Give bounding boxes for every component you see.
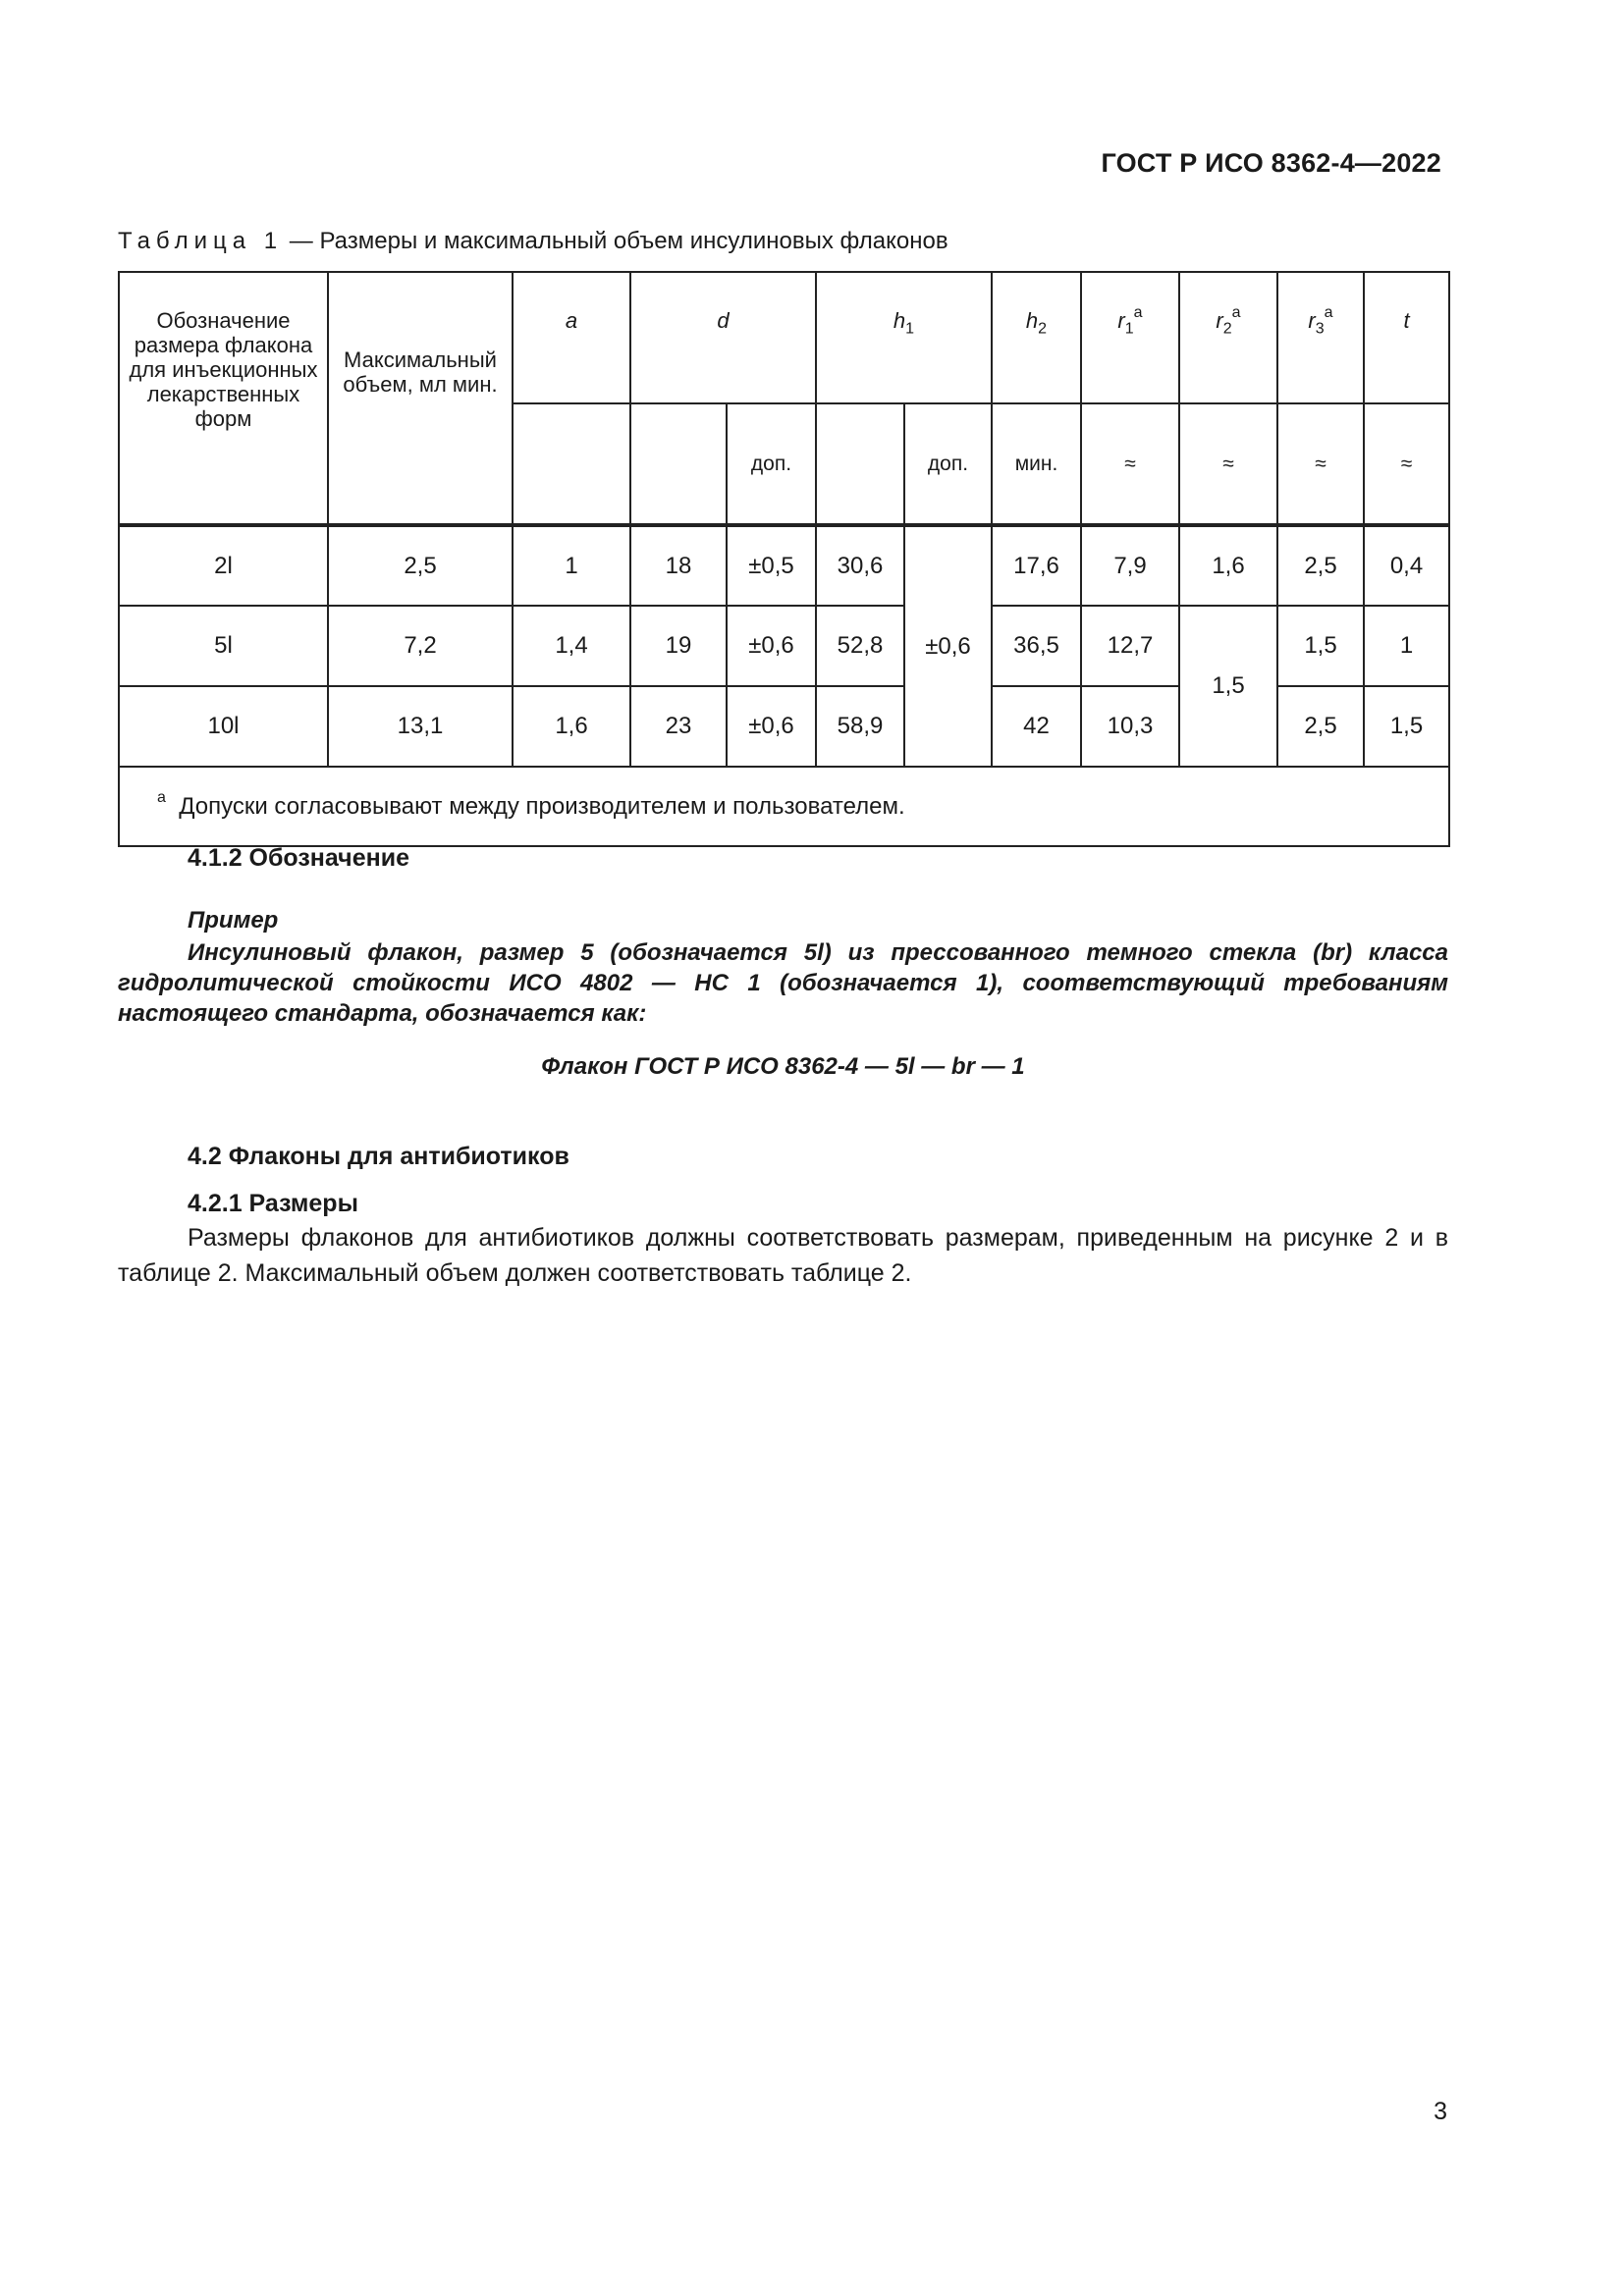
cell-d-tol: ±0,5 [727,525,816,606]
cell-r3: 1,5 [1277,606,1364,686]
table-header-row-symbols [119,272,1449,403]
qual-r2-approx: ≈ [1179,403,1277,525]
header-r1: $r_1^a$ [1081,272,1179,403]
header-t: t [1364,272,1449,403]
cell-h1-tol-merged: ±0,6 [904,525,992,767]
table-caption-dash: — [289,228,313,254]
cell-volume: 2,5 [328,525,513,606]
qual-d-empty [630,403,727,525]
table-caption-title: Размеры и максимальный объем инсулиновых флаконов [319,228,948,254]
table-caption [118,228,948,255]
footnote-text: Допуски согласовывают между производителем и пользователем. [179,792,905,820]
qual-r3-approx: ≈ [1277,403,1364,525]
header-h2: $h_2$ [992,272,1081,403]
cell-h1: 30,6 [816,525,904,606]
designation-example: Флакон ГОСТ Р ИСО 8362-4 — 5l — br — 1 [541,1053,1025,1080]
cell-a: 1,6 [513,686,630,767]
cell-designation: 2l [119,525,328,606]
cell-h1: 58,9 [816,686,904,767]
cell-r1: 10,3 [1081,686,1179,767]
cell-t: 0,4 [1364,525,1449,606]
cell-r1: 12,7 [1081,606,1179,686]
header-a: a [513,272,630,403]
cell-d: 23 [630,686,727,767]
cell-a: 1 [513,525,630,606]
cell-r2-merged: 1,5 [1179,606,1277,767]
qual-h1-empty [816,403,904,525]
cell-r1: 7,9 [1081,525,1179,606]
cell-designation: 10l [119,686,328,767]
cell-d: 19 [630,606,727,686]
cell-a: 1,4 [513,606,630,686]
cell-r2: 1,6 [1179,525,1277,606]
qual-d-tol: доп. [727,403,816,525]
cell-d-tol: ±0,6 [727,686,816,767]
paragraph-4-2-1: Размеры флаконов для антибиотиков должны соответствовать размерам, приведенным на рисунке 2 и в таблице 2. Максимальный объем должен соответствовать таблице 2. [118,1224,1448,1287]
table-row [119,525,1449,606]
header-designation: Обозначение размера флакона для инъекционных лекарственных форм [119,272,328,525]
qual-a-empty [513,403,630,525]
header-r3: $r_3^a$ [1277,272,1364,403]
header-h1: $h_1$ [816,272,992,403]
example-text: Инсулиновый флакон, размер 5 (обозначается 5l) из прессованного темного стекла (br) класса гидролитической стойкости ИСО 4802 — HC 1 (обозначается 1), соответствующий требованиям настоящего стандарта, обозначается как: [118,939,1448,1027]
heading-4-2: 4.2 Флаконы для антибиотиков [188,1143,569,1170]
table-caption-label: Таблица 1 [118,228,284,254]
document-code: ГОСТ Р ИСО 8362-4—2022 [1101,148,1441,178]
header-max-volume: Максимальный объем, мл мин. [328,272,513,525]
qual-r1-approx: ≈ [1081,403,1179,525]
cell-t: 1,5 [1364,686,1449,767]
table-row [119,606,1449,686]
example-label: Пример [188,907,279,934]
cell-designation: 5l [119,606,328,686]
footnote-mark: a [157,788,166,806]
qual-t-approx: ≈ [1364,403,1449,525]
header-r2: $r_2^a$ [1179,272,1277,403]
heading-4-1-2: 4.1.2 Обозначение [188,844,409,872]
qual-h2-min: мин. [992,403,1081,525]
cell-volume: 7,2 [328,606,513,686]
cell-h2: 17,6 [992,525,1081,606]
cell-t: 1 [1364,606,1449,686]
table-footnote-row [119,767,1449,846]
cell-d: 18 [630,525,727,606]
table-footnote [119,767,1449,846]
cell-r3: 2,5 [1277,686,1364,767]
vial-dimensions-table [118,271,1450,847]
cell-volume: 13,1 [328,686,513,767]
cell-h2: 42 [992,686,1081,767]
cell-r3: 2,5 [1277,525,1364,606]
cell-d-tol: ±0,6 [727,606,816,686]
cell-h2: 36,5 [992,606,1081,686]
header-d: d [630,272,816,403]
page-number: 3 [1434,2098,1447,2125]
heading-4-2-1: 4.2.1 Размеры [188,1190,358,1217]
cell-h1: 52,8 [816,606,904,686]
qual-h1-tol: доп. [904,403,992,525]
